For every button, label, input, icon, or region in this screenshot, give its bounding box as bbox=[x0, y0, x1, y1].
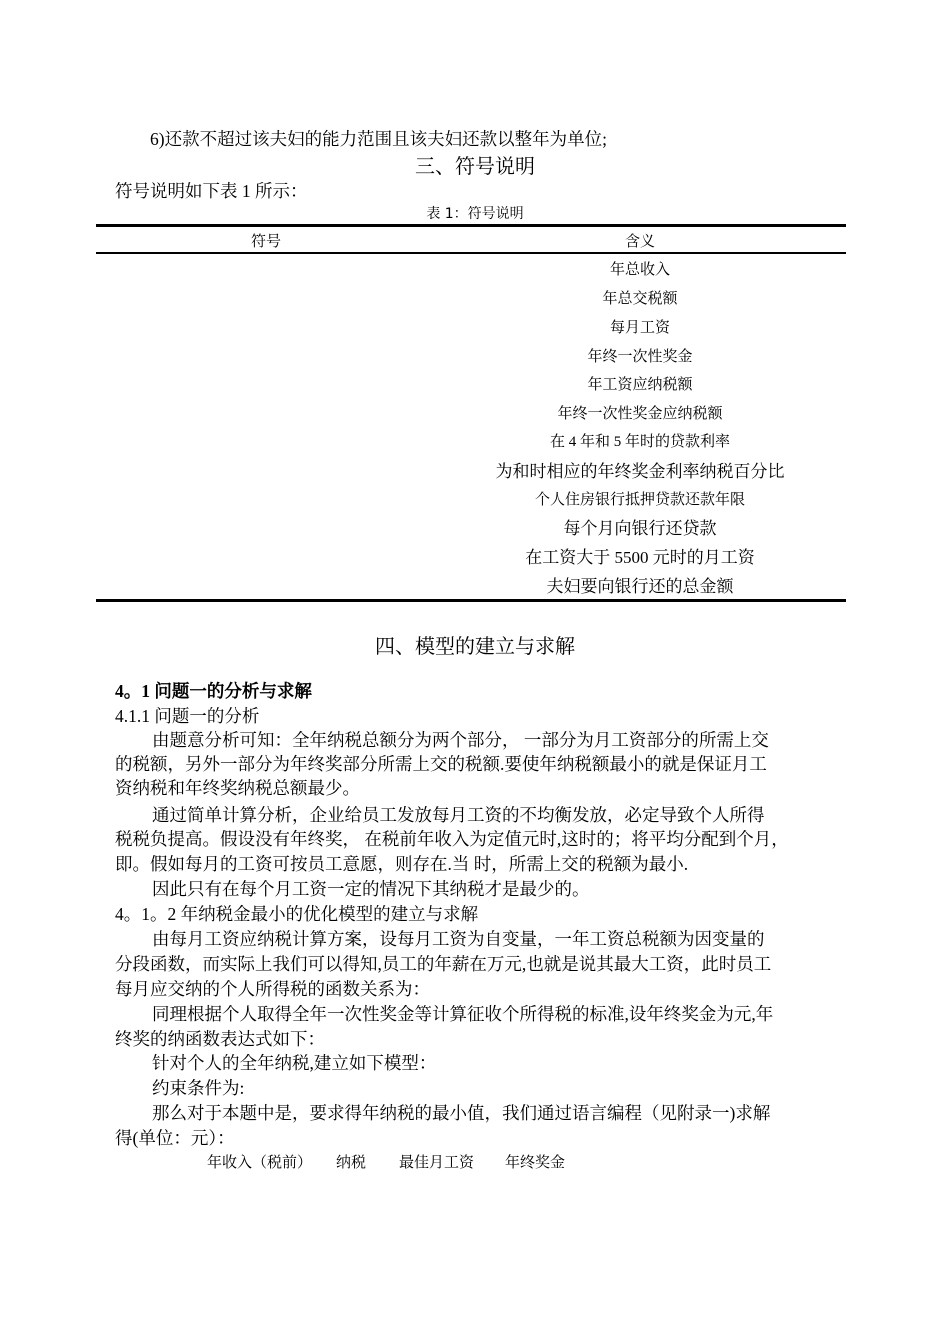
section-4-title: 四、模型的建立与求解 bbox=[375, 634, 575, 658]
paragraph-line: 通过简单计算分析，企业给员工发放每月工资的不均衡发放，必定导致个人所得 bbox=[152, 805, 765, 825]
paragraph-line: 同理根据个人取得全年一次性奖金等计算征收个所得税的标准,设年终奖金为元,年 bbox=[152, 1004, 774, 1024]
result-header-monthly-salary: 最佳月工资 bbox=[399, 1155, 475, 1171]
table-row-meaning: 年总交税额 bbox=[602, 291, 678, 307]
paragraph-line: 资纳税和年终奖纳税总额最少。 bbox=[115, 778, 360, 798]
section-3-title: 三、符号说明 bbox=[415, 154, 535, 178]
paragraph-line: 终奖的纳函数表达式如下： bbox=[115, 1029, 325, 1049]
result-header-tax: 纳税 bbox=[336, 1155, 367, 1171]
paragraph-line: 得(单位：元）： bbox=[115, 1128, 235, 1148]
paragraph-line: 因此只有在每个月工资一定的情况下其纳税才是最少的。 bbox=[152, 879, 590, 899]
symbol-intro-text: 符号说明如下表 1 所示： bbox=[115, 181, 308, 201]
table-row-meaning: 每个月向银行还贷款 bbox=[563, 519, 717, 538]
table-row-meaning: 在工资大于 5500 元时的月工资 bbox=[525, 548, 755, 567]
table-header-meaning: 含义 bbox=[624, 234, 655, 250]
table-caption: 表 1：符号说明 bbox=[426, 206, 524, 222]
result-header-income: 年收入（税前） bbox=[207, 1155, 313, 1171]
paragraph-line: 那么对于本题中是，要求得年纳税的最小值，我们通过语言编程（见附录一)求解 bbox=[152, 1103, 771, 1123]
table-row-meaning: 年总收入 bbox=[609, 262, 670, 278]
table-row-meaning: 每月工资 bbox=[609, 320, 670, 336]
table-row-meaning: 年终一次性奖金应纳税额 bbox=[557, 406, 723, 422]
paragraph-line: 分段函数，而实际上我们可以得知,员工的年薪在万元,也就是说其最大工资，此时员工 bbox=[115, 954, 772, 974]
paragraph-line: 约束条件为: bbox=[152, 1078, 245, 1098]
table-row-meaning: 年工资应纳税额 bbox=[587, 377, 693, 393]
table-row-meaning: 为和时相应的年终奖金利率纳税百分比 bbox=[495, 462, 785, 481]
paragraph-line: 由题意分析可知：全年纳税总额分为两个部分， 一部分为月工资部分的所需上交 bbox=[152, 730, 769, 750]
table-bottom-rule bbox=[96, 599, 846, 602]
paragraph-line: 的税额，另外一部分为年终奖部分所需上交的税额.要使年纳税额最小的就是保证月工 bbox=[115, 754, 767, 774]
table-top-rule bbox=[96, 224, 846, 227]
paragraph-line: 即。假如每月的工资可按员工意愿，则存在.当 时，所需上交的税额为最小. bbox=[115, 854, 689, 874]
subsection-4-1-2-title: 4。1。2 年纳税金最小的优化模型的建立与求解 bbox=[115, 904, 479, 924]
paragraph-line: 由每月工资应纳税计算方案，设每月工资为自变量，一年工资总税额为因变量的 bbox=[152, 929, 765, 949]
paragraph-line: 针对个人的全年纳税,建立如下模型： bbox=[152, 1053, 437, 1073]
table-row-meaning: 在 4 年和 5 年时的贷款利率 bbox=[549, 434, 730, 450]
paragraph-line: 每月应交纳的个人所得税的函数关系为： bbox=[115, 979, 430, 999]
table-row-meaning: 夫妇要向银行还的总金额 bbox=[546, 577, 734, 596]
subsection-4-1-title: 4。1 问题一的分析与求解 bbox=[115, 681, 312, 701]
result-header-bonus: 年终奖金 bbox=[505, 1155, 566, 1171]
subsection-4-1-1-title: 4.1.1 问题一的分析 bbox=[115, 706, 260, 726]
paragraph-line: 税税负提高。假设没有年终奖， 在税前年收入为定值元时,这时的；将平均分配到个月， bbox=[115, 829, 789, 849]
constraint-item-6: 6)还款不超过该夫妇的能力范围且该夫妇还款以整年为单位; bbox=[150, 129, 607, 149]
table-header-rule bbox=[96, 252, 846, 254]
table-row-meaning: 年终一次性奖金 bbox=[587, 349, 693, 365]
table-header-symbol: 符号 bbox=[250, 234, 281, 250]
table-row-meaning: 个人住房银行抵押贷款还款年限 bbox=[534, 492, 745, 508]
